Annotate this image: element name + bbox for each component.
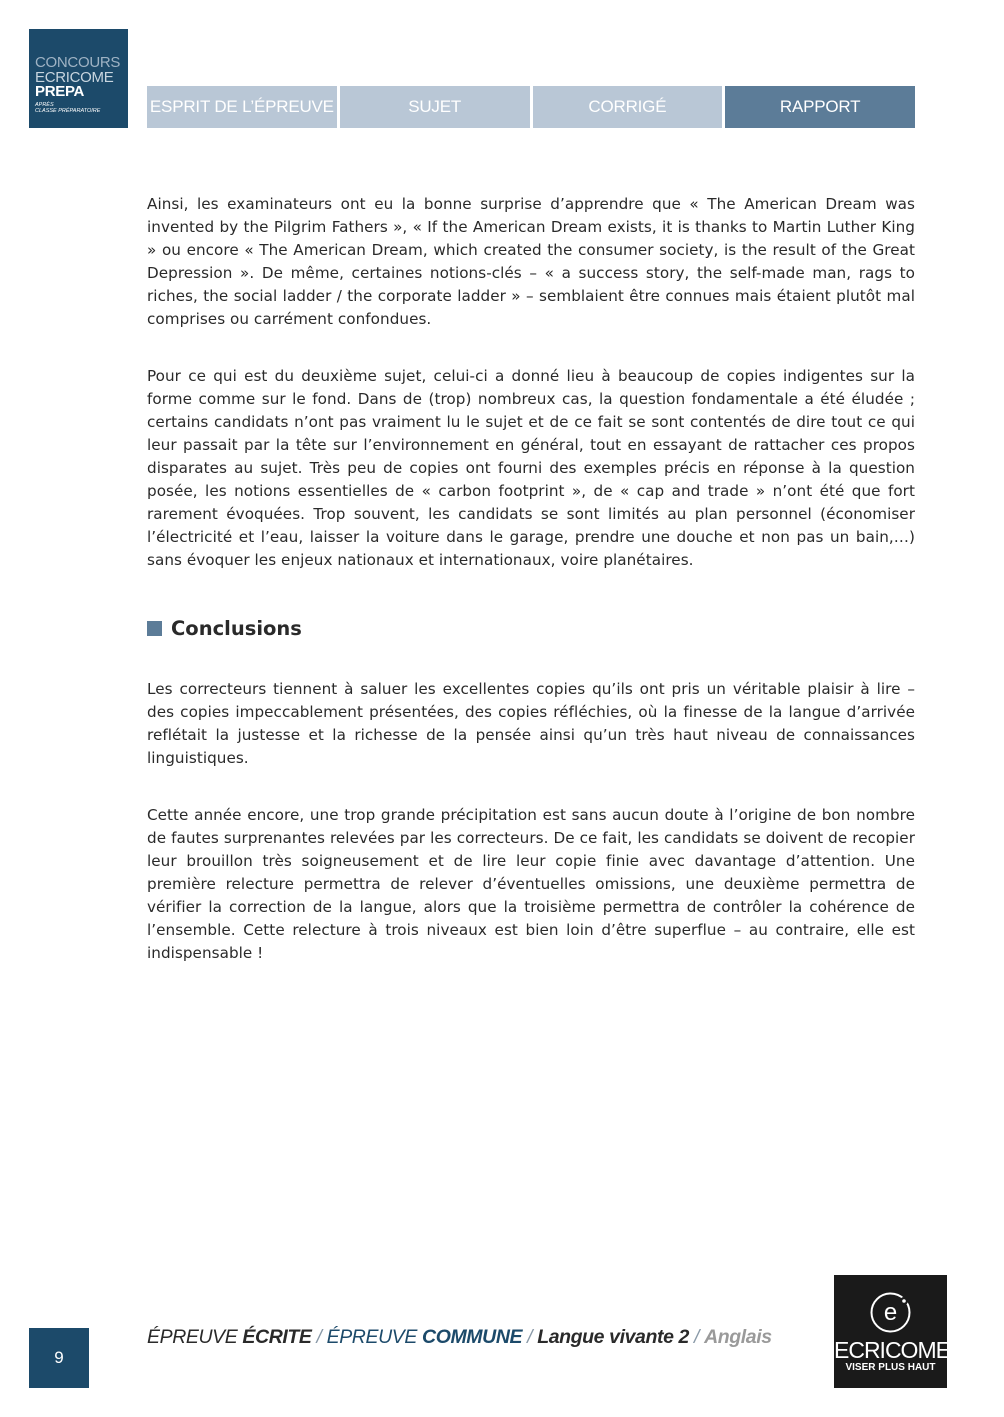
paragraph-american-dream: Ainsi, les examinateurs ont eu la bonne surprise d’apprendre que « The American Dream was invented by the Pilgrim Fathers », « If the American Dream exists, it is thanks to Martin Luther King » ou encore « The American Dream, which created the consumer society, is the result of the Great Depression ». De même, certaines notions-clés – « a success story, the self-made man, rags to riches, the social ladder / the corporate ladder » – semblaient être connues mais étaient plutôt mal comprises ou carrément confondues. — [147, 195, 915, 328]
footer-langue-vivante: Langue vivante 2 — [537, 1326, 690, 1348]
section-heading-conclusions — [147, 617, 915, 640]
ecricome-brand-logo — [834, 1275, 950, 1388]
footer-separator-3: / — [689, 1326, 705, 1348]
logo-line-concours: CONCOURS — [35, 54, 121, 71]
paragraph-correcteurs: Les correcteurs tiennent à saluer les excellentes copies qu’ils ont pris un véritable plaisir à lire – des copies impeccablement présentées, des copies réfléchies, où la finesse de la langue d’arrivée reflétait la justesse et la richesse de la pensée ainsi qu’un très haut niveau de connaissances linguistiques. — [147, 680, 915, 767]
ecricome-e-icon — [868, 1290, 913, 1335]
concours-logo — [29, 29, 128, 128]
logo-subtitle — [35, 102, 128, 114]
section-tabs — [147, 86, 915, 128]
page-number: 9 — [54, 1348, 64, 1367]
heading-square-icon — [147, 621, 162, 636]
footer-anglais: Anglais — [704, 1326, 772, 1348]
paragraph-relecture: Cette année encore, une trop grande précipitation est sans aucun doute à l’origine de bon nombre de fautes surprenantes relevées par les correcteurs. De ce fait, les candidats se doivent de recopier leur brouillon très soigneusement et de lire leur copie finie avec davantage d’attention. Une première relecture permettra de relever d’éventuelles omissions, une deuxième permettra de vérifier la correction de la langue, alors que la troisième permettra de contrôler la cohérence de l’ensemble. Cette relecture à trois niveaux est bien loin d’être superflue – au contraire, elle est indispensable ! — [147, 806, 915, 962]
logo-line-prepa: PREPA — [35, 83, 85, 100]
footer-epreuve: ÉPREUVE — [147, 1326, 243, 1348]
tab-esprit-epreuve[interactable]: ESPRIT DE L’ÉPREUVE — [147, 86, 337, 128]
brand-letter: e — [883, 1299, 898, 1326]
brand-slogan: VISER PLUS HAUT — [845, 1362, 936, 1373]
footer-epreuve-2: ÉPREUVE — [326, 1326, 423, 1348]
logo-small-line1: APRÈS — [35, 102, 54, 108]
footer-commune: COMMUNE — [422, 1326, 523, 1348]
heading-title: Conclusions — [171, 617, 302, 640]
footer-ecrite: ÉCRITE — [242, 1326, 312, 1348]
logo-small-line2: CLASSE PRÉPARATOIRE — [35, 108, 101, 114]
page-number-badge — [29, 1328, 89, 1388]
tab-rapport[interactable]: RAPPORT — [725, 86, 915, 128]
footer-exam-title — [147, 1326, 772, 1349]
tab-corrige[interactable]: CORRIGÉ — [533, 86, 723, 128]
paragraph-second-subject: Pour ce qui est du deuxième sujet, celui-ci a donné lieu à beaucoup de copies indigentes sur la forme comme sur le fond. Dans de (trop) nombreux cas, la question fondamentale a été éludée ; certains candidats n’ont pas vraiment lu le sujet et de ce fait se sont contentés de dire tout ce qui leur passait par la tête sur l’environnement en général, tout en essayant de rattacher ces propos disparates au sujet. Très peu de copies ont fourni des exemples précis en réponse à la question posée, les notions essentielles de « carbon footprint », de « cap and trade » n’ont été que fort rarement évoquées. Trop souvent, les candidats se sont limités au plan personnel (économiser l’électricité et l’eau, laisser la voiture dans le garage, prendre une douche et non pas un bain,…) sans évoquer les enjeux nationaux et internationaux, voire planétaires. — [147, 367, 915, 569]
footer-separator-1: / — [311, 1326, 327, 1348]
footer-separator-2: / — [522, 1326, 538, 1348]
tab-sujet[interactable]: SUJET — [340, 86, 530, 128]
report-content — [147, 193, 915, 965]
logo-line-ecricome: ECRICOME — [35, 69, 114, 86]
brand-name: ECRICOME — [834, 1337, 950, 1363]
